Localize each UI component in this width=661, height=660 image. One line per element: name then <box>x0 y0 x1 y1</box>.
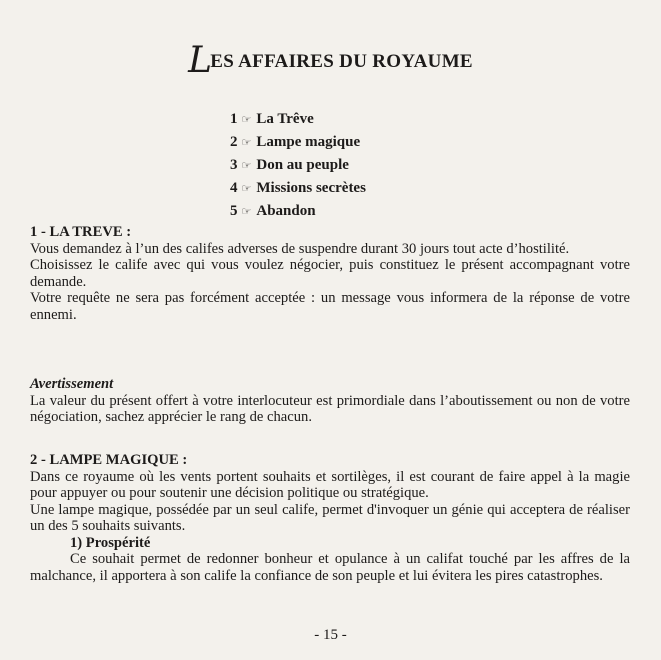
page-number: - 15 - <box>314 627 347 643</box>
paragraph: Vous demandez à l’un des califes adverses de suspendre durant 30 jours tout acte d’hostilité. <box>30 240 570 257</box>
paragraph: Une lampe magique, possédée par un seul calife, permet d'invoquer un génie qui acceptera de réaliser un des 5 souhaits suivants. <box>30 501 630 534</box>
menu-item-label: Don au peuple <box>256 157 349 173</box>
menu-item-abandon <box>230 200 366 223</box>
menu-item-number: 3 <box>230 157 238 173</box>
menu-item-don <box>230 154 366 177</box>
pointing-hand-icon: ☞ <box>241 160 252 172</box>
menu-item-number: 2 <box>230 134 238 150</box>
pointing-hand-icon: ☞ <box>241 206 252 218</box>
section-treve <box>30 224 630 323</box>
menu-item-label: Lampe magique <box>256 134 361 150</box>
paragraph: Ce souhait permet de redonner bonheur et opulance à un califat touché par les affres de la malchance, il apportera à son calife la confiance de son peuple et lui évitera les pires catastrophes. <box>30 551 630 584</box>
section-heading: 1 - LA TREVE : <box>30 224 132 240</box>
pointing-hand-icon: ☞ <box>241 183 252 195</box>
section-heading: 2 - LAMPE MAGIQUE : <box>30 452 188 468</box>
paragraph: Dans ce royaume où les vents portent souhaits et sortilèges, il est courant de faire appel à la magie pour appuyer ou pour soutenir une décision politique ou stratégique. <box>30 468 630 501</box>
menu-item-number: 4 <box>230 180 238 196</box>
title-rest: ES AFFAIRES DU ROYAUME <box>210 51 473 72</box>
menu-item-treve <box>230 108 366 131</box>
menu-item-label: Missions secrètes <box>256 180 366 196</box>
menu-list <box>230 108 366 223</box>
section-warning <box>30 376 630 426</box>
paragraph: Votre requête ne sera pas forcément acceptée : un message vous informera de la réponse de votre ennemi. <box>30 290 630 323</box>
subsection-heading: 1) Prospérité <box>70 534 151 551</box>
menu-item-number: 1 <box>230 111 238 127</box>
menu-item-label: La Trêve <box>256 111 314 127</box>
paragraph: Choisissez le calife avec qui vous voulez négocier, puis constituez le présent accompagnant votre demande. <box>30 257 630 290</box>
menu-item-missions <box>230 177 366 200</box>
pointing-hand-icon: ☞ <box>241 114 252 126</box>
menu-item-lampe <box>230 131 366 154</box>
paragraph: La valeur du présent offert à votre interlocuteur est primordiale dans l’aboutissement ou non de votre négociation, sachez apprécier le rang de chacun. <box>30 392 630 425</box>
menu-item-label: Abandon <box>256 203 316 219</box>
warning-heading: Avertissement <box>30 376 114 392</box>
page-title <box>0 40 661 81</box>
title-initial: L <box>188 40 213 81</box>
pointing-hand-icon: ☞ <box>241 137 252 149</box>
menu-item-number: 5 <box>230 203 238 219</box>
section-lampe <box>30 452 630 584</box>
